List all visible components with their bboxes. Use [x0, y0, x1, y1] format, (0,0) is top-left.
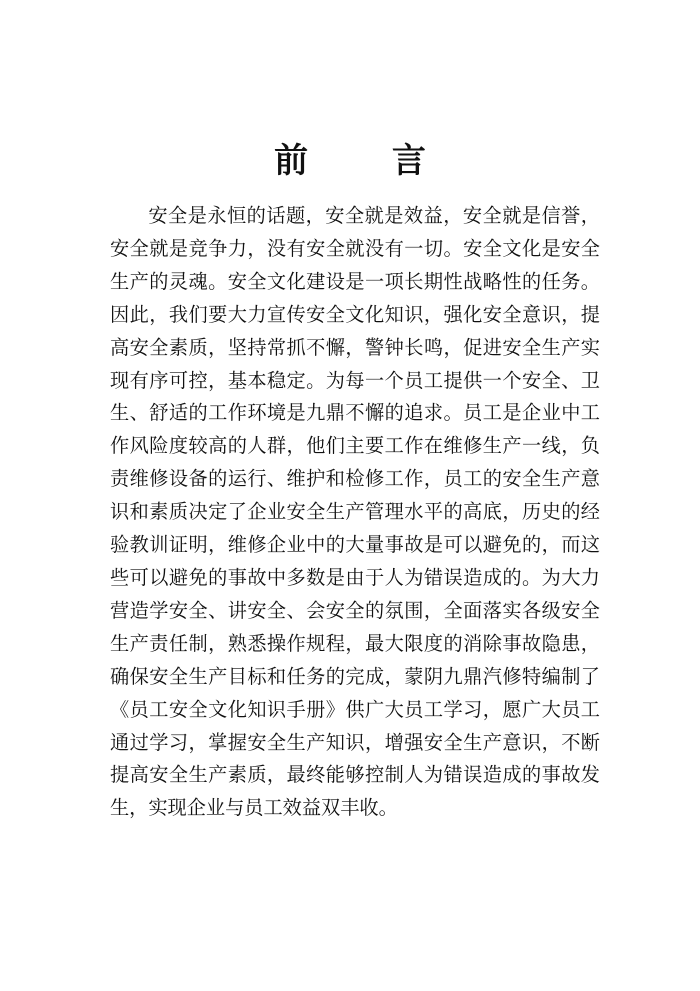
page-title: 前 言: [274, 140, 462, 181]
preface-paragraph: 安全是永恒的话题，安全就是效益，安全就是信誉，安全就是竞争力，没有安全就没有一切。安全文化是安全生产的灵魂。安全文化建设是一项长期性战略性的任务。因此，我们要大力宣传安全文化知识，强化安全意识，提高安全素质，坚持常抓不懈，警钟长鸣，促进安全生产实现有序可控，基本稳定。为每一个员工提供一个安全、卫生、舒适的工作环境是九鼎不懈的追求。员工是企业中工作风险度较高的人群，他们主要工作在维修生产一线，负责维修设备的运行、维护和检修工作，员工的安全生产意识和素质决定了企业安全生产管理水平的高底，历史的经验教训证明，维修企业中的大量事故是可以避免的，而这些可以避免的事故中多数是由于人为错误造成的。为大力营造学安全、讲安全、会安全的氛围，全面落实各级安全生产责任制，熟悉操作规程，最大限度的消除事故隐患，确保安全生产目标和任务的完成，蒙阴九鼎汽修特编制了《员工安全文化知识手册》供广大员工学习，愿广大员工通过学习，掌握安全生产知识，增强安全生产意识，不断提高安全生产素质，最终能够控制人为错误造成的事故发生，实现企业与员工效益双丰收。: [110, 204, 600, 820]
